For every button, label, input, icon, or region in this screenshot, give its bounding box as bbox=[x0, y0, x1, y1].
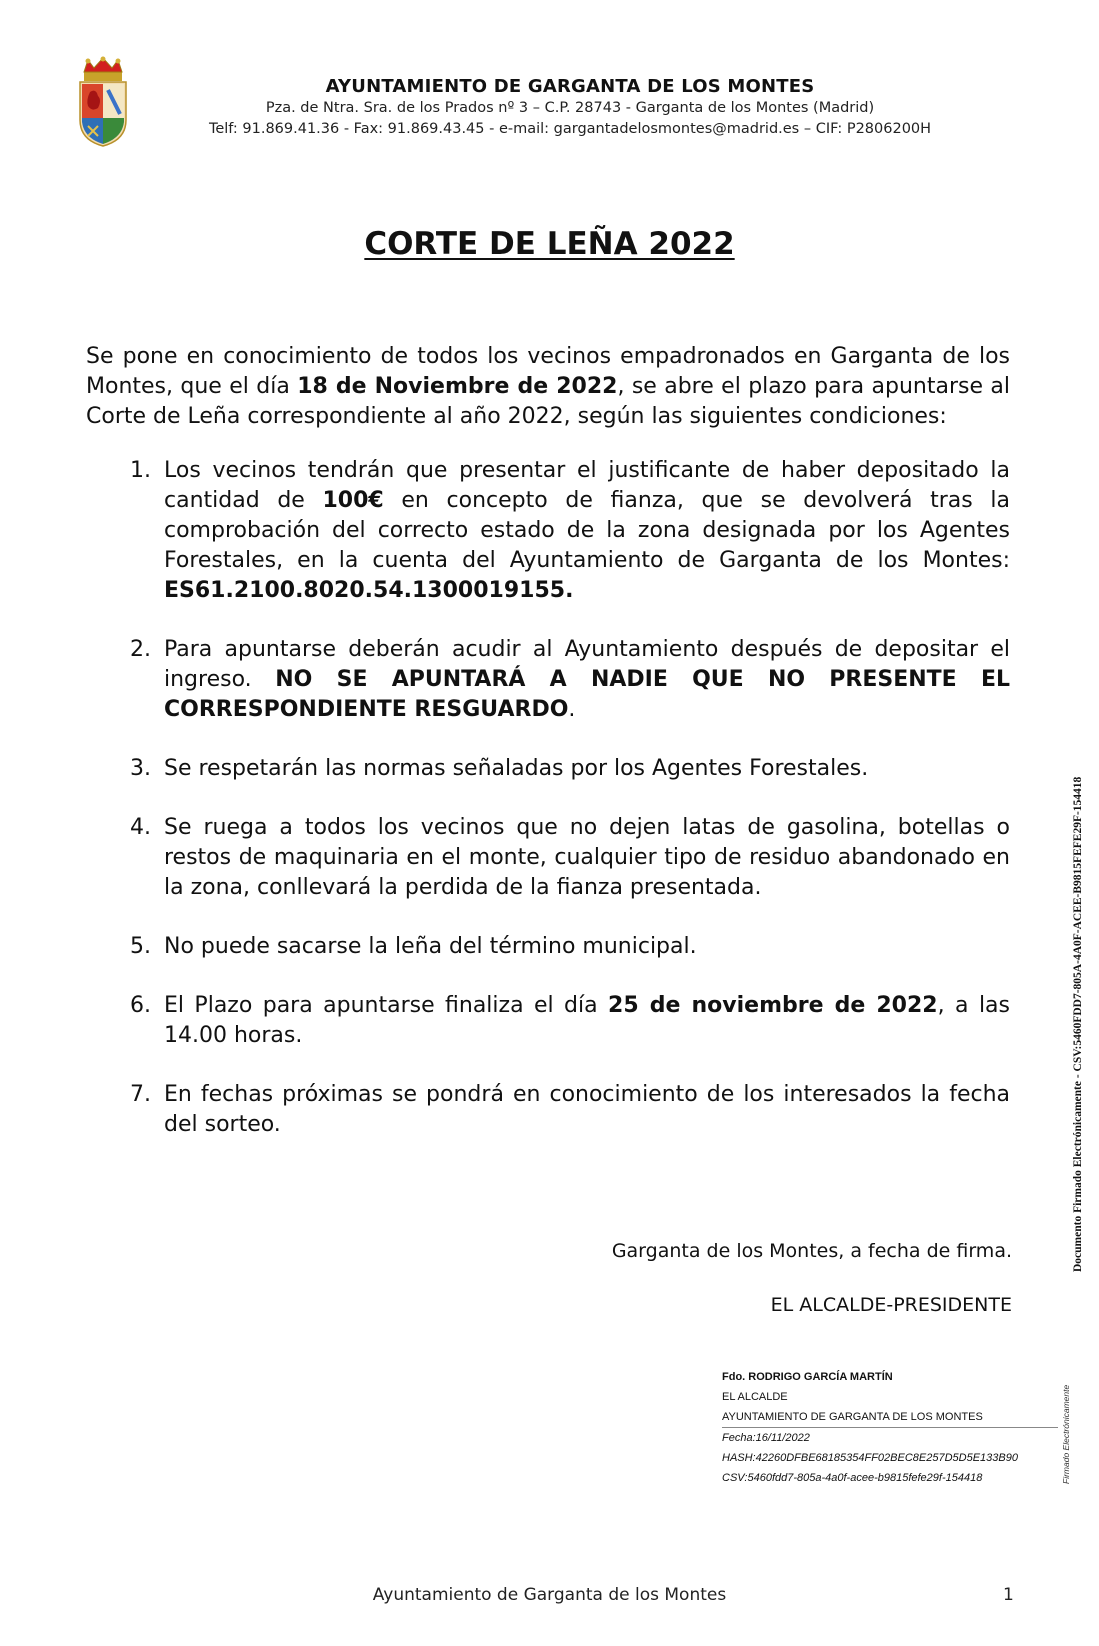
condition-warning: NO SE APUNTARÁ A NADIE QUE NO PRESENTE EL CORRESPONDIENTE RESGUARDO bbox=[164, 667, 1011, 722]
side-stamp-csv: CSV:5460FDD7-805A-4A0F-ACEE-B9815FEFE29F-154418 bbox=[1072, 776, 1084, 1072]
condition-item bbox=[158, 1080, 1010, 1140]
side-csv-stamp bbox=[1072, 776, 1084, 1273]
condition-item bbox=[158, 456, 1010, 606]
org-name: AYUNTAMIENTO DE GARGANTA DE LOS MONTES bbox=[325, 76, 815, 97]
signature-date: Fecha:16/11/2022 bbox=[722, 1432, 810, 1444]
signature-csv: CSV:5460fdd7-805a-4a0f-acee-b9815fefe29f-154418 bbox=[722, 1472, 983, 1484]
condition-item bbox=[158, 813, 1010, 903]
condition-amount: 100€ bbox=[322, 488, 384, 513]
condition-text: Los vecinos tendrán que presentar el justificante de haber depositado la cantidad de bbox=[164, 458, 1010, 513]
condition-text: Para apuntarse deberán acudir al Ayuntamiento después de depositar el ingreso. bbox=[164, 637, 1010, 692]
bank-account: ES61.2100.8020.54.1300019155. bbox=[164, 578, 574, 603]
signed-label-text: Firmado Electrónicamente bbox=[1061, 1384, 1071, 1484]
deadline-date: 25 de noviembre de 2022 bbox=[608, 993, 938, 1018]
electronic-signature-block bbox=[722, 1367, 1058, 1488]
page-number: 1 bbox=[1003, 1585, 1014, 1605]
condition-text: . bbox=[568, 697, 576, 722]
condition-item bbox=[158, 932, 1010, 962]
condition-text: En fechas próximas se pondrá en conocimiento de los interesados la fecha del sorteo. bbox=[164, 1082, 1010, 1137]
intro-date: 18 de Noviembre de 2022 bbox=[297, 374, 618, 399]
document-body bbox=[86, 342, 1010, 1169]
condition-item bbox=[158, 754, 1010, 784]
signed-electronically-label bbox=[1061, 1384, 1071, 1485]
intro-paragraph bbox=[86, 342, 1010, 432]
signer-role: EL ALCALDE-PRESIDENTE bbox=[770, 1294, 1012, 1316]
signer-position: EL ALCALDE bbox=[722, 1391, 788, 1403]
intro-text-2: , se abre el plazo para apuntarse al Corte de Leña correspondiente al año 2022, según las siguientes condiciones: bbox=[86, 374, 1011, 429]
signer-name: Fdo. RODRIGO GARCÍA MARTÍN bbox=[722, 1371, 893, 1383]
condition-item bbox=[158, 635, 1010, 725]
signer-organization: AYUNTAMIENTO DE GARGANTA DE LOS MONTES bbox=[722, 1407, 1058, 1428]
intro-text-1: Se pone en conocimiento de todos los vecinos empadronados en Garganta de los Montes, que el día bbox=[86, 344, 1010, 399]
side-stamp-text bbox=[1072, 777, 1084, 1272]
condition-text: El Plazo para apuntarse finaliza el día bbox=[164, 993, 609, 1018]
condition-item bbox=[158, 991, 1010, 1051]
document-title: CORTE DE LEÑA 2022 bbox=[364, 226, 735, 262]
org-contact: Telf: 91.869.41.36 - Fax: 91.869.43.45 - e-mail: gargantadelosmontes@madrid.es – CIF: P2806200H bbox=[208, 121, 932, 137]
condition-text: Se respetarán las normas señaladas por los Agentes Forestales. bbox=[164, 756, 869, 781]
side-stamp-label: Documento Firmado Electrónicamente - bbox=[1072, 1071, 1084, 1272]
org-address: Pza. de Ntra. Sra. de los Prados nº 3 – C.P. 28743 - Garganta de los Montes (Madrid) bbox=[265, 100, 875, 116]
place-and-date: Garganta de los Montes, a fecha de firma. bbox=[611, 1240, 1012, 1262]
condition-text: No puede sacarse la leña del término municipal. bbox=[164, 934, 697, 959]
condition-text: en concepto de fianza, que se devolverá tras la comprobación del correcto estado de la zona designada por los Agentes Forestales, en la cuenta del Ayuntamiento de Garganta de los Montes: bbox=[164, 488, 1010, 573]
municipal-crest-icon bbox=[76, 56, 130, 148]
condition-text: Se ruega a todos los vecinos que no dejen latas de gasolina, botellas o restos de maquinaria en el monte, cualquier tipo de residuo abandonado en la zona, conllevará la perdida de la fianza presentada. bbox=[164, 815, 1010, 900]
letterhead bbox=[170, 76, 970, 140]
conditions-list bbox=[86, 456, 1010, 1140]
footer-organization: Ayuntamiento de Garganta de los Montes bbox=[372, 1585, 727, 1605]
signature-hash: HASH:42260DFBE68185354FF02BEC8E257D5D5E133B90 bbox=[722, 1452, 1018, 1464]
condition-text: , a las 14.00 horas. bbox=[164, 993, 1011, 1048]
